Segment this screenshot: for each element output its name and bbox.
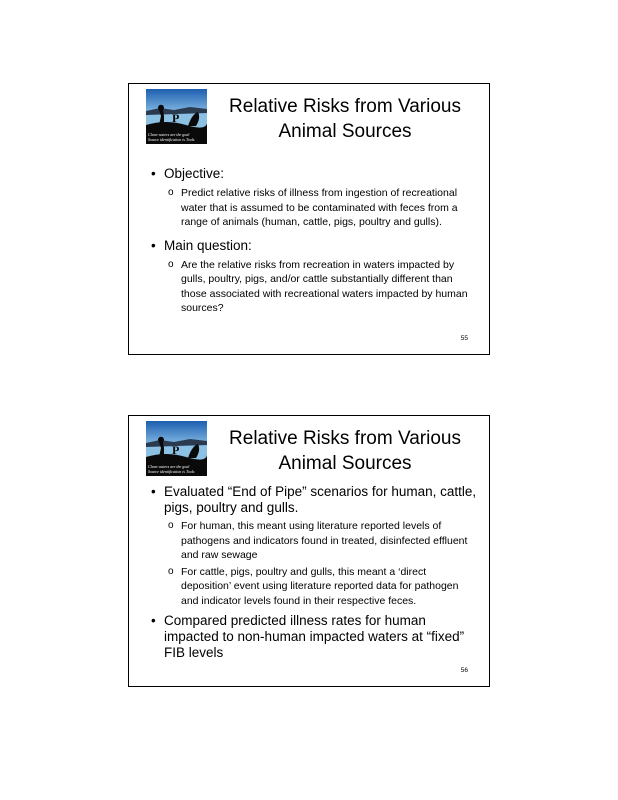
bullet-end-of-pipe: • Evaluated “End of Pipe” scenarios for human, cattle, pigs, poultry and gulls. (151, 484, 477, 515)
page-number: 55 (460, 335, 468, 342)
bullet-compared-illness: • Compared predicted illness rates for human impacted to non-human impacted waters at “fixed” FIB levels (151, 613, 465, 660)
bullet-main-question: • Main question: (151, 237, 252, 253)
sub-bullet-o-icon: o (168, 258, 174, 270)
svg-text:P: P (172, 111, 180, 125)
sub-bullet: o Are the relative risks from recreation in waters impacted by gulls, poultry, pigs, and/or cattle substantially different than those associated with recreational waters impacted by human sources? (168, 258, 468, 314)
lake-silhouette-logo-icon (146, 89, 207, 144)
bullet-dot-icon: • (151, 613, 156, 628)
sub-bullet-o-icon: o (168, 520, 174, 531)
svg-text:P: P (172, 443, 180, 457)
bullet-objective: • Objective: (151, 166, 225, 181)
slide-title-line1: Relative Risks from Various (229, 428, 461, 449)
bullet-dot-icon: • (151, 166, 156, 181)
sub-bullet-o-icon: o (168, 187, 174, 198)
slide-title-line2: Animal Sources (278, 453, 412, 474)
slide-title-line2: Animal Sources (278, 121, 412, 142)
sub-bullet-o-icon: o (168, 565, 174, 577)
bullet-dot-icon: • (151, 237, 156, 253)
svg-text:Source identification is Tools: Source identification is Tools (148, 469, 195, 474)
slide-body (149, 484, 477, 661)
slide-title (211, 426, 479, 476)
svg-text:Clean waters are the goal: Clean waters are the goal (148, 464, 190, 469)
lake-silhouette-logo-icon (146, 421, 207, 476)
svg-text:Source identification is Tools: Source identification is Tools (148, 137, 195, 142)
sub-bullet: o For cattle, pigs, poultry and gulls, this meant a ‘direct deposition’ event using literature reported data for pathogen and indicator levels found in their respective feces. (168, 565, 459, 607)
slide-56 (128, 415, 490, 687)
slide-body (149, 166, 477, 316)
sub-bullet: o For human, this meant using literature reported levels of pathogens and indicators found in treated, disinfected effluent and raw sewage (168, 520, 468, 561)
svg-text:Clean waters are the goal: Clean waters are the goal (148, 132, 190, 137)
sub-bullet: o Predict relative risks of illness from ingestion of recreational water that is assumed to be contaminated with feces from a range of animals (human, cattle, pigs, poultry and gulls). (168, 187, 458, 228)
bullet-dot-icon: • (151, 484, 156, 499)
slide-title (211, 94, 479, 144)
page-number: 56 (460, 667, 468, 674)
slide-55 (128, 83, 490, 355)
slide-title-line1: Relative Risks from Various (229, 96, 461, 117)
